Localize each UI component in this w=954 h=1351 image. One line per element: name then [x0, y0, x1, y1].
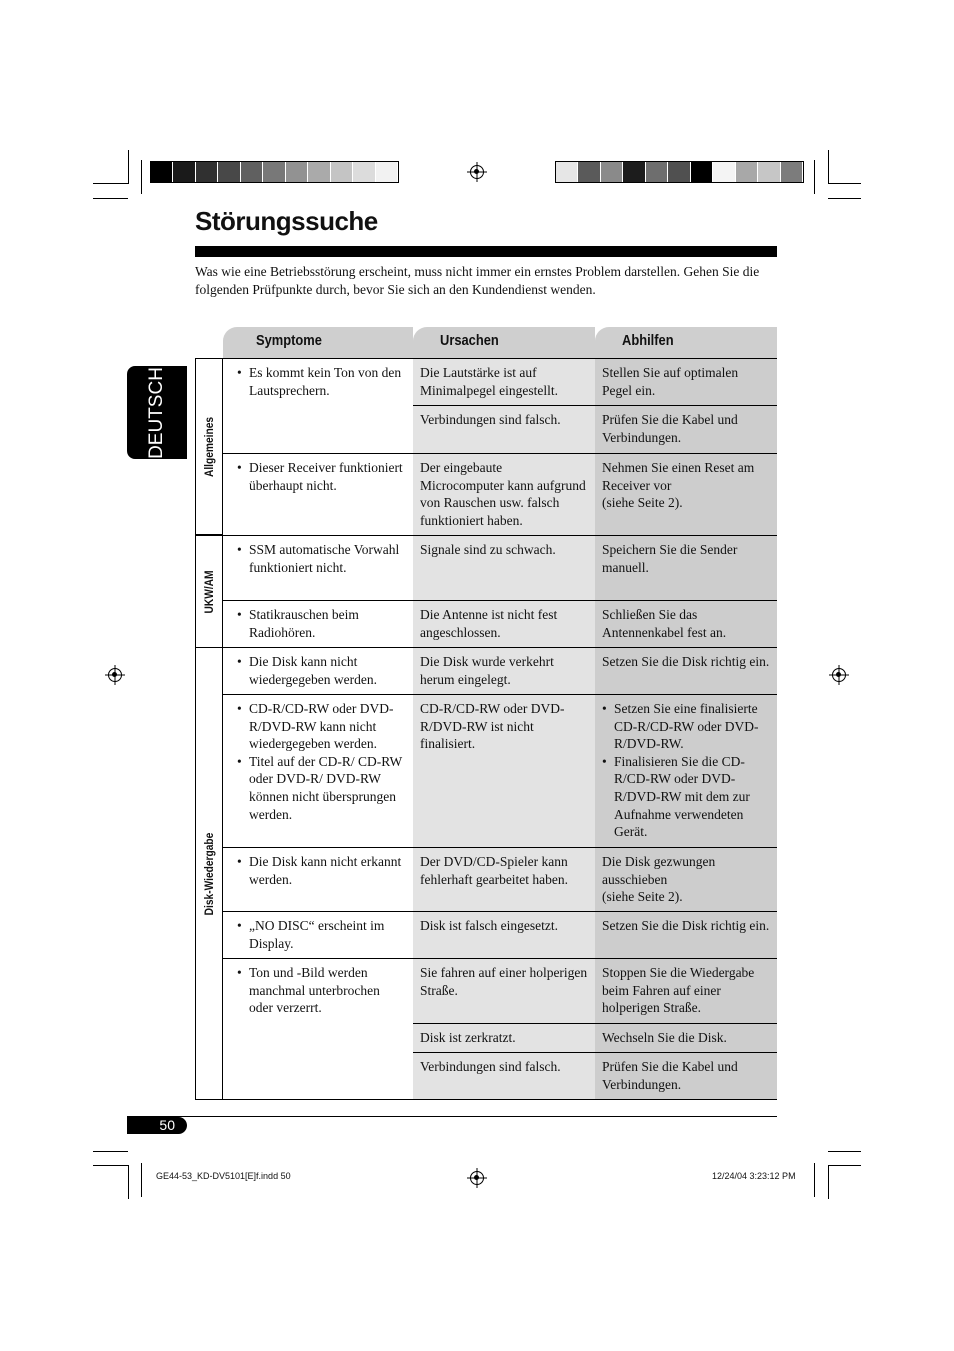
color-swatch: [218, 162, 240, 182]
remedy-cell: Prüfen Sie die Kabel und Verbindungen.: [595, 405, 777, 453]
color-swatch: [691, 162, 713, 182]
color-swatch: [601, 162, 623, 182]
color-swatch: [151, 162, 173, 182]
color-swatch: [286, 162, 308, 182]
remedy-cell: Die Disk gezwungen ausschieben (siehe Seite 2).: [595, 847, 777, 911]
cause-cell: Verbindungen sind falsch.: [413, 1052, 595, 1100]
row-divider: [223, 911, 777, 912]
cause-cell: Verbindungen sind falsch.: [413, 405, 595, 453]
color-swatch: [263, 162, 285, 182]
symptom-cell: [223, 453, 413, 535]
symptom-item: • Die Disk kann nicht erkannt werden.: [237, 853, 407, 888]
bottom-rule: [127, 1116, 777, 1117]
row-divider: [223, 535, 777, 536]
color-swatch: [578, 162, 600, 182]
color-swatch: [668, 162, 690, 182]
cause-cell: Der DVD/CD-Spieler kann fehlerhaft gearbeitet haben.: [413, 847, 595, 911]
color-swatch: [713, 162, 735, 182]
header-ursachen: Ursachen: [413, 327, 595, 358]
remedy-cell: Stellen Sie auf optimalen Pegel ein.: [595, 358, 777, 405]
remedy-cell: Schließen Sie das Antennenkabel fest an.: [595, 600, 777, 647]
header-symptome: Symptome: [223, 327, 413, 358]
color-calibration-bar-left: [150, 161, 399, 183]
remedy-cell: Setzen Sie die Disk richtig ein.: [595, 647, 777, 694]
color-swatch: [376, 162, 398, 182]
color-swatch: [556, 162, 578, 182]
title-rule: [195, 246, 777, 257]
color-swatch: [353, 162, 375, 182]
row-divider: [413, 1023, 777, 1024]
symptom-item: • Die Disk kann nicht wiedergegeben werden.: [237, 653, 407, 688]
row-divider: [223, 600, 777, 601]
color-swatch: [308, 162, 330, 182]
color-swatch: [623, 162, 645, 182]
color-swatch: [196, 162, 218, 182]
cause-cell: Die Lautstärke ist auf Minimalpegel eingestellt.: [413, 358, 595, 405]
page-number: 50: [127, 1117, 187, 1134]
remedy-cell: Setzen Sie die Disk richtig ein.: [595, 911, 777, 958]
row-divider: [413, 1052, 777, 1053]
symptom-item: • Es kommt kein Ton von den Lautsprechern.: [237, 364, 407, 399]
symptom-cell: [223, 694, 413, 847]
cause-cell: Disk ist zerkratzt.: [413, 1023, 595, 1052]
remedy-cell: Stoppen Sie die Wiedergabe beim Fahren auf einer holperigen Straße.: [595, 958, 777, 1023]
color-swatch: [736, 162, 758, 182]
cause-cell: Die Disk wurde verkehrt herum eingelegt.: [413, 647, 595, 694]
symptom-item: • SSM automatische Vorwahl funktioniert nicht.: [237, 541, 407, 576]
symptom-item: • „NO DISC“ erscheint im Display.: [237, 917, 407, 952]
header-abhilfen: Abhilfen: [595, 327, 777, 358]
color-swatch: [646, 162, 668, 182]
registration-mark-bottom-icon: [470, 1171, 484, 1185]
table-rule: [195, 1099, 777, 1100]
color-swatch: [173, 162, 195, 182]
symptom-item: • Dieser Receiver funktioniert überhaupt nicht.: [237, 459, 407, 494]
category-ukw-am: UKW/AM: [195, 535, 223, 648]
color-swatch: [241, 162, 263, 182]
symptom-cell: [223, 647, 413, 694]
footer-timestamp: 12/24/04 3:23:12 PM: [712, 1171, 796, 1181]
color-swatch: [781, 162, 803, 182]
remedy-cell: Wechseln Sie die Disk.: [595, 1023, 777, 1052]
remedy-item: • Setzen Sie eine finalisierte CD-R/CD-RW oder DVD-R/DVD-RW.: [602, 700, 771, 753]
symptom-item: • CD-R/CD-RW oder DVD-R/DVD-RW kann nicht wiedergegeben werden.: [237, 700, 407, 753]
symptom-cell: [223, 847, 413, 911]
row-divider: [223, 847, 777, 848]
cause-cell: Disk ist falsch eingesetzt.: [413, 911, 595, 958]
symptom-cell: [223, 911, 413, 958]
registration-mark-left-icon: [108, 668, 122, 682]
cause-cell: Signale sind zu schwach.: [413, 535, 595, 600]
row-divider: [223, 958, 777, 959]
symptom-item: • Statikrauschen beim Radiohören.: [237, 606, 407, 641]
cause-cell: Sie fahren auf einer holperigen Straße.: [413, 958, 595, 1023]
symptom-cell: [223, 600, 413, 647]
remedy-cell: [595, 694, 777, 847]
remedy-cell: Prüfen Sie die Kabel und Verbindungen.: [595, 1052, 777, 1100]
cause-cell: Die Antenne ist nicht fest angeschlossen.: [413, 600, 595, 647]
row-divider: [223, 647, 777, 648]
registration-mark-top-icon: [470, 165, 484, 179]
color-calibration-bar-right: [555, 161, 804, 183]
category-disk-wiedergabe: Disk-Wiedergabe: [195, 647, 223, 1100]
page-title: Störungssuche: [195, 206, 378, 236]
remedy-cell: Speichern Sie die Sender manuell.: [595, 535, 777, 600]
intro-text: Was wie eine Betriebsstörung erscheint, muss nicht immer ein ernstes Problem darstellen. Gehen Sie die folgenden Prüfpunkte durch, bevor Sie sich an den Kundendienst wenden.: [195, 264, 760, 297]
footer-file: GE44-53_KD-DV5101[E]f.indd 50: [156, 1171, 291, 1181]
cause-cell: CD-R/CD-RW oder DVD-R/DVD-RW ist nicht finalisiert.: [413, 694, 595, 847]
remedy-cell: Nehmen Sie einen Reset am Receiver vor (siehe Seite 2).: [595, 453, 777, 535]
language-tab: DEUTSCH: [127, 366, 187, 459]
color-swatch: [758, 162, 780, 182]
row-divider: [413, 405, 777, 406]
remedy-item: • Finalisieren Sie die CD-R/CD-RW oder DVD-R/DVD-RW mit dem zur Aufnahme verwendeten Gerät.: [602, 753, 771, 841]
row-divider: [223, 453, 777, 454]
symptom-cell: [223, 358, 413, 453]
symptom-cell: [223, 535, 413, 600]
registration-mark-right-icon: [832, 668, 846, 682]
table-rule: [223, 358, 777, 359]
color-swatch: [331, 162, 353, 182]
symptom-item: • Titel auf der CD-R/ CD-RW oder DVD-R/ DVD-RW können nicht übersprungen werden.: [237, 753, 407, 823]
symptom-cell: [223, 958, 413, 1100]
category-allgemeines: Allgemeines: [195, 358, 223, 535]
row-divider: [223, 694, 777, 695]
symptom-item: • Ton und -Bild werden manchmal unterbrochen oder verzerrt.: [237, 964, 407, 1017]
cause-cell: Der eingebaute Microcomputer kann aufgrund von Rauschen usw. falsch funktioniert haben.: [413, 453, 595, 535]
